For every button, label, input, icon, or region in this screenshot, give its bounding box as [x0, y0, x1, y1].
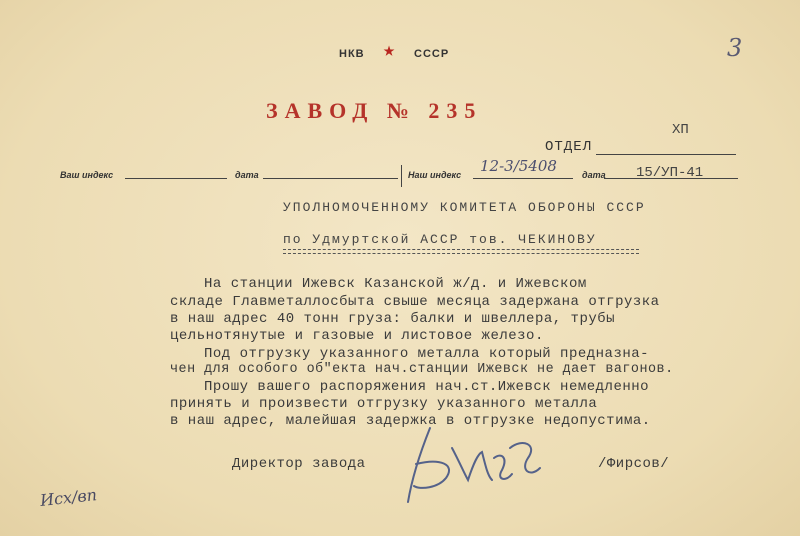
department-value: ХП: [672, 122, 689, 138]
red-star-icon: ★: [383, 40, 396, 63]
body-line-7: Прошу вашего распоряжения нач.ст.Ижевск немедленно: [204, 379, 650, 395]
handwritten-signature: [390, 418, 550, 510]
header-left: НКВ: [339, 48, 365, 60]
page-number: 3: [727, 34, 743, 62]
your-index-line: [125, 178, 227, 179]
document-title: ЗАВОД № 235: [266, 98, 483, 123]
body-line-8: принять и произвести отгрузку указанного металла: [170, 396, 598, 412]
department-underline: [596, 154, 736, 155]
header-right: СССР: [414, 48, 450, 60]
body-line-1: На станции Ижевск Казанской ж/д. и Ижевском: [204, 276, 587, 292]
department-label: ОТДЕЛ: [545, 139, 593, 155]
addressee-double-rule: [283, 249, 639, 254]
our-index-value: 12-3/5408: [480, 157, 557, 175]
body-line-9: в наш адрес, малейшая задержка в отгрузке недопустима.: [170, 413, 651, 429]
body-line-2: складе Главметаллосбыта свыше месяца задержана отгрузка: [170, 294, 660, 310]
addressee-line-2: по Удмуртской АССР тов. ЧЕКИНОВУ: [283, 232, 597, 247]
signature-role: Директор завода: [232, 456, 366, 472]
date-line-1: [263, 178, 398, 179]
date-label-1: дата: [235, 170, 259, 180]
our-index-line: [473, 178, 573, 179]
our-index-label: Наш индекс: [408, 170, 462, 180]
margin-note: Исх/вп: [39, 485, 98, 510]
body-line-3: в наш адрес 40 тонн груза: балки и швеллера, трубы: [170, 311, 616, 327]
addressee-line-1: УПОЛНОМОЧЕННОМУ КОМИТЕТА ОБОРОНЫ СССР: [283, 200, 646, 215]
field-separator: [401, 165, 402, 187]
signature-name: /Фирсов/: [598, 456, 670, 472]
date-value: 15/УП-41: [636, 165, 704, 181]
date-label-2: дата: [582, 170, 606, 180]
body-line-6: чен для особого об"екта нач.станции Ижевск не дает вагонов.: [170, 362, 674, 377]
body-line-4: цельнотянутые и газовые и листовое железо.: [170, 328, 544, 344]
your-index-label: Ваш индекс: [60, 170, 114, 180]
body-line-5: Под отгрузку указанного металла который предназна-: [204, 346, 650, 362]
